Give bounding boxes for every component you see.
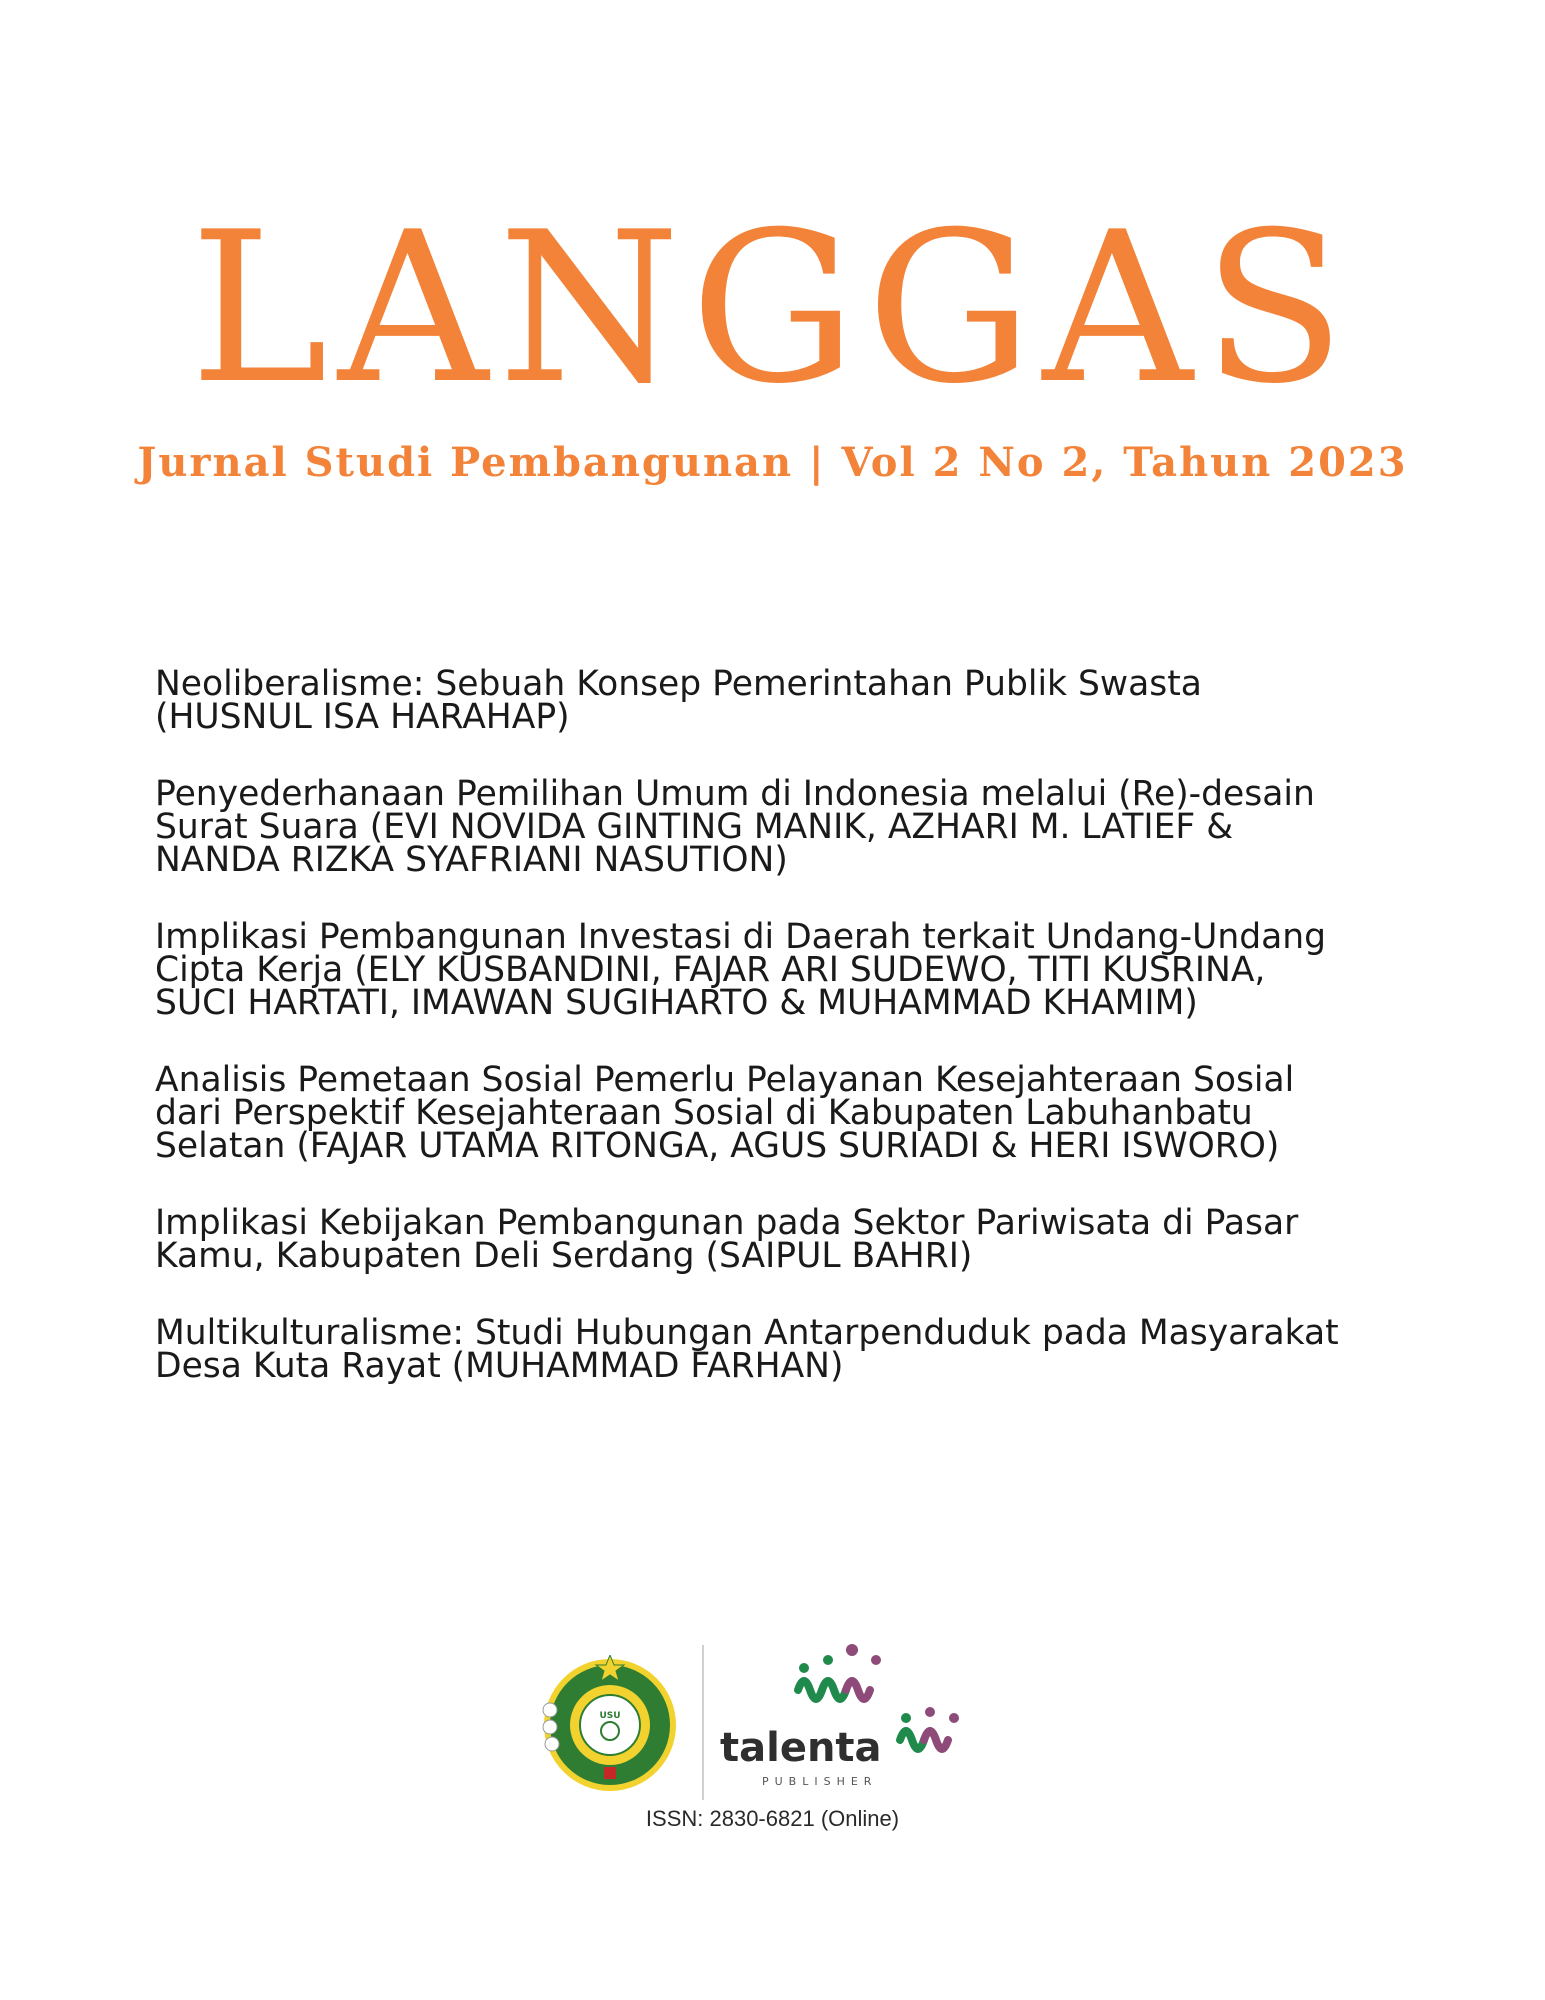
usu-seal-icon	[540, 1655, 680, 1795]
journal-subtitle: Jurnal Studi Pembangunan | Vol 2 No 2, Tahun 2023	[137, 439, 1408, 486]
article-entry: Neoliberalisme: Sebuah Konsep Pemerintahan Publik Swasta (HUSNUL ISA HARAHAP)	[155, 664, 1202, 737]
issn-text: ISSN: 2830-6821 (Online)	[645, 1806, 900, 1831]
footer	[0, 1630, 1545, 1830]
publisher-logos	[540, 1630, 1000, 1800]
masthead	[0, 188, 1545, 486]
journal-title: LANGGAS	[189, 188, 1356, 430]
publisher-subtitle: PUBLISHER	[762, 1775, 878, 1788]
logo-divider	[702, 1645, 704, 1800]
article-entry: Implikasi Kebijakan Pembangunan pada Sektor Pariwisata di Pasar Kamu, Kabupaten Deli Serdang (SAIPUL BAHRI)	[155, 1203, 1299, 1276]
article-entry: Implikasi Pembangunan Investasi di Daerah terkait Undang-Undang Cipta Kerja (ELY KUSBANDINI, FAJAR ARI SUDEWO, TITI KUSRINA, SUCI HARTATI, IMAWAN SUGIHARTO & MUHAMMAD KHAMIM)	[155, 917, 1327, 1023]
article-entry: Analisis Pemetaan Sosial Pemerlu Pelayanan Kesejahteraan Sosial dari Perspektif Kesejahteraan Sosial di Kabupaten Labuhanbatu Selatan (FAJAR UTAMA RITONGA, AGUS SURIADI & HERI ISWORO)	[155, 1060, 1295, 1166]
usu-seal-letters: USU	[599, 1711, 621, 1721]
article-entry: Penyederhanaan Pemilihan Umum di Indonesia melalui (Re)-desain Surat Suara (EVI NOVIDA GINTING MANIK, AZHARI M. LATIEF & NANDA RIZKA SYAFRIANI NASUTION)	[155, 774, 1315, 880]
table-of-contents	[155, 664, 1415, 1427]
publisher-name: talenta	[720, 1725, 882, 1771]
article-entry: Multikulturalisme: Studi Hubungan Antarpenduduk pada Masyarakat Desa Kuta Rayat (MUHAMMAD FARHAN)	[155, 1313, 1339, 1386]
talenta-logo	[720, 1630, 1000, 1800]
